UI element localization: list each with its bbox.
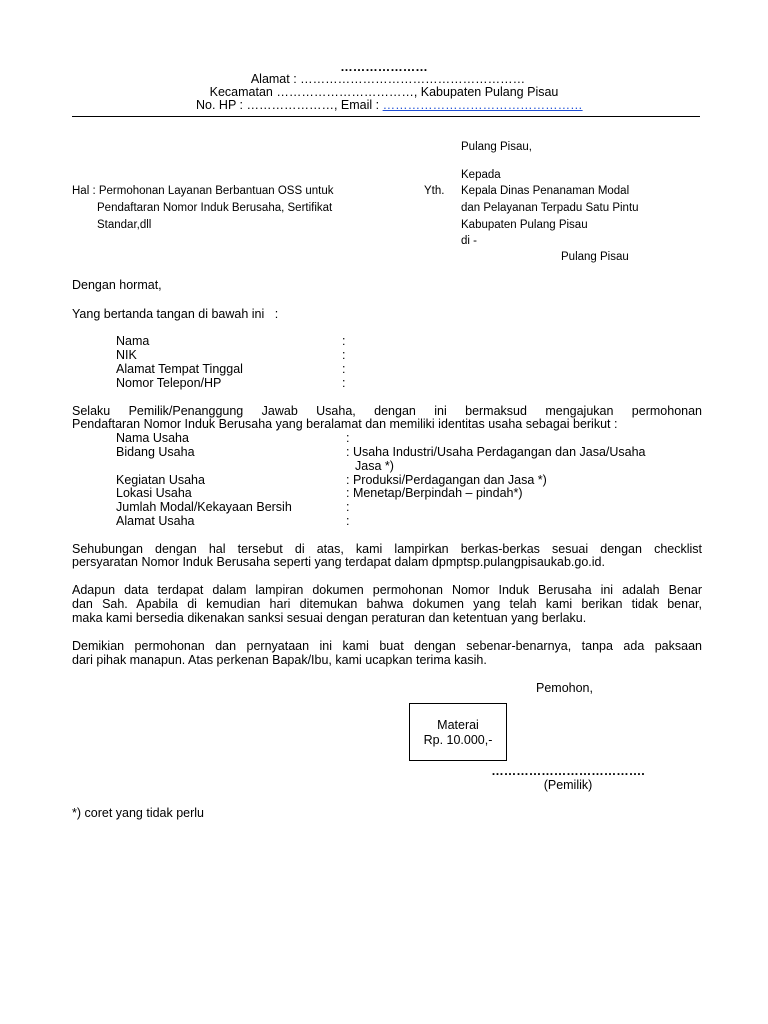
signature-name-placeholder: ………………………………. <box>491 764 645 778</box>
footnote: *) coret yang tidak perlu <box>72 806 205 820</box>
biz-value-bidang-usaha: : Usaha Industri/Usaha Perdagangan dan Jasa/Usaha <box>346 445 646 459</box>
stamp-label: Materai <box>437 718 479 732</box>
field-colon-alamat: : <box>342 362 346 376</box>
biz-label-alamat-usaha: Alamat Usaha <box>116 514 195 528</box>
field-label-nama: Nama <box>116 334 150 348</box>
biz-value-bidang-usaha-cont: Jasa *) <box>355 459 394 473</box>
biz-value-kegiatan-usaha: : Produksi/Perdagangan dan Jasa *) <box>346 473 547 487</box>
biz-value-lokasi-usaha: : Menetap/Berpindah – pindah*) <box>346 486 523 500</box>
letterhead-divider <box>72 116 700 117</box>
biz-label-lokasi-usaha: Lokasi Usaha <box>116 486 192 500</box>
para1-line-1: Sehubungan dengan hal tersebut di atas, kami lampirkan berkas-berkas sesuai dengan checklist <box>72 542 702 556</box>
recipient-city: Pulang Pisau <box>561 251 629 263</box>
para3-line-1: Demikian permohonan dan pernyataan ini kami buat dengan sebenar-benarnya, tanpa ada paksaan <box>72 639 702 653</box>
biz-label-nama-usaha: Nama Usaha <box>116 431 189 445</box>
field-colon-nik: : <box>342 348 346 362</box>
biz-label-kegiatan-usaha: Kegiatan Usaha <box>116 473 205 487</box>
greeting: Dengan hormat, <box>72 278 162 292</box>
field-colon-nama: : <box>342 334 346 348</box>
field-label-telepon: Nomor Telepon/HP <box>116 376 222 390</box>
yth-label: Yth. <box>424 185 445 197</box>
biz-label-bidang-usaha: Bidang Usaha <box>116 445 195 459</box>
para2-line-2: dan Sah. Apabila di kemudian hari ditemukan bahwa dokumen yang telah kami berikan tidak benar, <box>72 597 702 611</box>
signature-role: (Pemilik) <box>543 778 593 792</box>
subject-line-3: Standar,dll <box>97 219 152 231</box>
field-label-nik: NIK <box>116 348 137 362</box>
intro-line: Yang bertanda tangan di bawah ini : <box>72 307 279 321</box>
recipient-line-3: Kabupaten Pulang Pisau <box>461 219 588 231</box>
biz-label-modal: Jumlah Modal/Kekayaan Bersih <box>116 500 292 514</box>
contact-line <box>196 98 583 113</box>
pemohon-label: Pemohon, <box>536 681 593 695</box>
place-date: Pulang Pisau, <box>461 141 532 153</box>
address-line: Alamat : ……………………………………………… <box>250 72 526 86</box>
para2-line-3: maka kami bersedia dikenakan sanksi sesuai dengan peraturan dan ketentuan yang berlaku. <box>72 611 587 625</box>
para1-line-2: persyaratan Nomor Induk Berusaha seperti yang terdapat dalam dpmptsp.pulangpisaukab.go.id. <box>72 555 605 569</box>
biz-value-modal: : <box>346 500 350 514</box>
subject-line-2: Pendaftaran Nomor Induk Berusaha, Sertifikat <box>97 202 333 214</box>
recipient-di: di - <box>461 235 477 247</box>
stamp-amount: Rp. 10.000,- <box>423 733 493 747</box>
biz-value-nama-usaha: : <box>346 431 350 445</box>
email-link[interactable]: ………………………………………… <box>382 98 583 112</box>
biz-value-alamat-usaha: : <box>346 514 350 528</box>
purpose-line-2: Pendaftaran Nomor Induk Berusaha yang beralamat dan memiliki identitas usaha sebagai berikut : <box>72 417 618 431</box>
company-name-placeholder: ………………… <box>340 60 428 74</box>
para2-line-1: Adapun data terdapat dalam lampiran dokumen permohonan Nomor Induk Berusaha ini adalah Benar <box>72 583 702 597</box>
kepada-label: Kepada <box>461 169 501 181</box>
subject-line-1: Hal : Permohonan Layanan Berbantuan OSS untuk <box>72 185 334 197</box>
recipient-line-1: Kepala Dinas Penanaman Modal <box>461 185 630 197</box>
para3-line-2: dari pihak manapun. Atas perkenan Bapak/Ibu, kami ucapkan terima kasih. <box>72 653 487 667</box>
purpose-line-1: Selaku Pemilik/Penanggung Jawab Usaha, dengan ini bermaksud mengajukan permohonan <box>72 404 702 418</box>
recipient-line-2: dan Pelayanan Terpadu Satu Pintu <box>461 202 639 214</box>
field-label-alamat: Alamat Tempat Tinggal <box>116 362 243 376</box>
field-colon-telepon: : <box>342 376 346 390</box>
district-line: Kecamatan ……………………………, Kabupaten Pulang Pisau <box>209 85 559 99</box>
phone-email-label: No. HP : …………………, Email : <box>196 98 383 112</box>
